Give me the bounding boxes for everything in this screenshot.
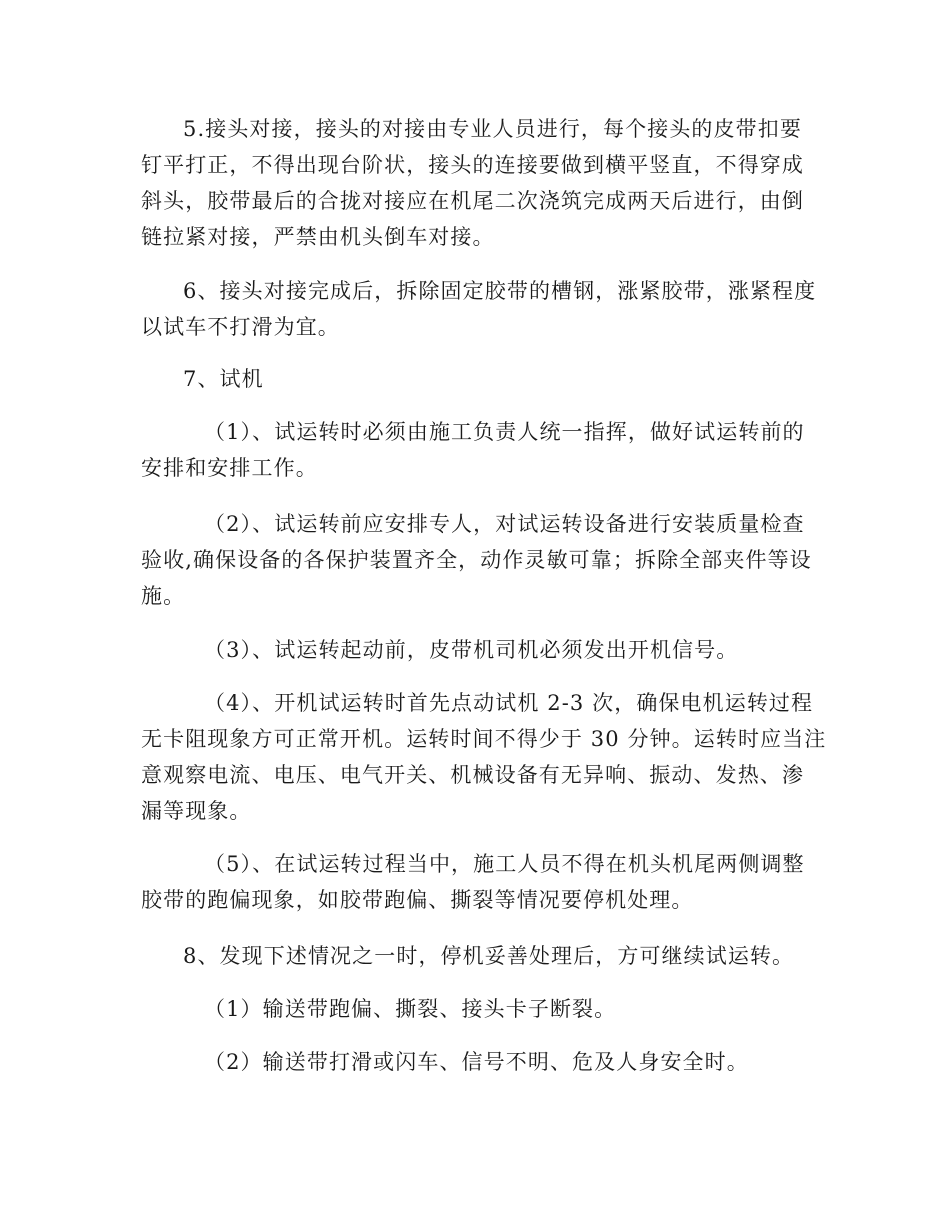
text-line: 以试车不打滑为宜。 [141, 315, 340, 339]
text-line: 钉平打正，不得出现台阶状，接头的连接要做到横平竖直，不得穿成 [141, 153, 804, 177]
paragraph-8-item-1 [141, 991, 811, 1027]
paragraph-7-item-4 [141, 685, 827, 829]
text-line: （3）、试运转起动前，皮带机司机必须发出开机信号。 [204, 638, 739, 662]
text-line: 6、接头对接完成后，拆除固定胶带的槽钢，涨紧胶带，涨紧程度 [183, 279, 817, 303]
text-line: 施。 [141, 584, 186, 608]
text-line: 意观察电流、电压、电气开关、机械设备有无异响、振动、发热、渗 [141, 763, 804, 787]
text-line: 斜头，胶带最后的合拢对接应在机尾二次浇筑完成两天后进行，由倒 [141, 189, 804, 213]
text-line: （2）输送带打滑或闪车、信号不明、危及人身安全时。 [204, 1050, 749, 1074]
paragraph-7-item-5 [141, 846, 811, 918]
text-line: 验收,确保设备的各保护装置齐全，动作灵敏可靠；拆除全部夹件等设 [141, 548, 812, 572]
paragraph-6-tensioning [141, 273, 817, 345]
text-line: 安排和安排工作。 [141, 456, 318, 480]
text-line: 7、试机 [183, 367, 264, 391]
text-line: （2）、试运转前应安排专人，对试运转设备进行安装质量检查 [204, 512, 805, 536]
text-line: 漏等现象。 [141, 799, 252, 823]
text-line: （1）、试运转时必须由施工负责人统一指挥，做好试运转前的 [204, 420, 805, 444]
text-line: 无卡阻现象方可正常开机。运转时间不得少于 30 分钟。运转时应当注 [141, 727, 827, 751]
paragraph-8-stop-conditions [141, 938, 811, 974]
paragraph-8-item-2 [141, 1044, 811, 1080]
paragraph-7-item-2 [141, 506, 811, 614]
text-line: 5.接头对接，接头的对接由专业人员进行，每个接头的皮带扣要 [183, 117, 802, 141]
text-line: 胶带的跑偏现象，如胶带跑偏、撕裂等情况要停机处理。 [141, 888, 694, 912]
text-line: （4）、开机试运转时首先点动试机 2-3 次，确保电机运转过程 [204, 691, 814, 715]
text-line: 8、发现下述情况之一时，停机妥善处理后，方可继续试运转。 [183, 944, 795, 968]
paragraph-5-joint-docking [141, 111, 811, 255]
text-line: （1）输送带跑偏、撕裂、接头卡子断裂。 [204, 997, 617, 1021]
paragraph-7-item-1 [141, 414, 811, 486]
paragraph-7-trial-run-heading [141, 361, 811, 397]
text-line: （5）、在试运转过程当中，施工人员不得在机头机尾两侧调整 [204, 852, 805, 876]
paragraph-7-item-3 [141, 632, 811, 668]
text-line: 链拉紧对接，严禁由机头倒车对接。 [141, 225, 495, 249]
